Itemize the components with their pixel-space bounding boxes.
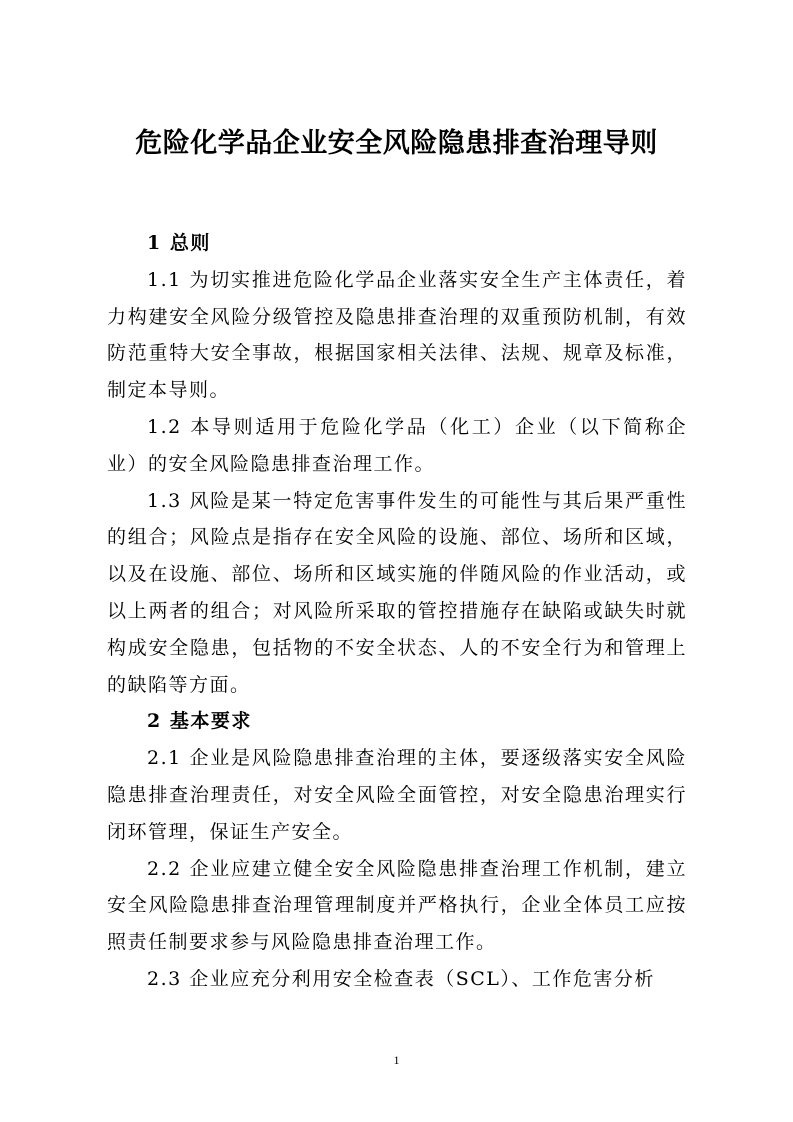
document-body (107, 225, 687, 998)
paragraph-1-3: 1.3 风险是某一特定危害事件发生的可能性与其后果严重性的组合；风险点是指存在安全风险的设施、部位、场所和区域，以及在设施、部位、场所和区域实施的伴随风险的作业活动，或以上两者的组合；对风险所采取的管控措施存在缺陷或缺失时就构成安全隐患，包括物的不安全状态、人的不安全行为和管理上的缺陷等方面。 (107, 489, 687, 696)
paragraph-2-2: 2.2 企业应建立健全安全风险隐患排查治理工作机制，建立安全风险隐患排查治理管理制度并严格执行，企业全体员工应按照责任制要求参与风险隐患排查治理工作。 (107, 857, 687, 954)
paragraph-2-1: 2.1 企业是风险隐患排查治理的主体，要逐级落实安全风险隐患排查治理责任，对安全风险全面管控，对安全隐患治理实行闭环管理，保证生产安全。 (107, 747, 687, 843)
paragraph-1-2: 1.2 本导则适用于危险化学品（化工）企业（以下简称企业）的安全风险隐患排查治理工作。 (107, 415, 687, 475)
page-number: 1 (393, 1053, 400, 1067)
document-title: 危险化学品企业安全风险隐患排查治理导则 (135, 128, 658, 159)
section-general (107, 225, 687, 703)
paragraph-2-3: 2.3 企业应充分利用安全检查表（SCL）、工作危害分析 (147, 967, 655, 990)
section-heading-basic-requirements: 2 基本要求 (147, 710, 252, 733)
paragraph-1-1: 1.1 为切实推进危险化学品企业落实安全生产主体责任，着力构建安全风险分级管控及隐患排查治理的双重预防机制，有效防范重特大安全事故，根据国家相关法律、法规、规章及标准，制定本导则。 (107, 268, 687, 402)
section-basic-requirements (107, 703, 687, 997)
section-heading-general: 1 总则 (147, 232, 211, 254)
